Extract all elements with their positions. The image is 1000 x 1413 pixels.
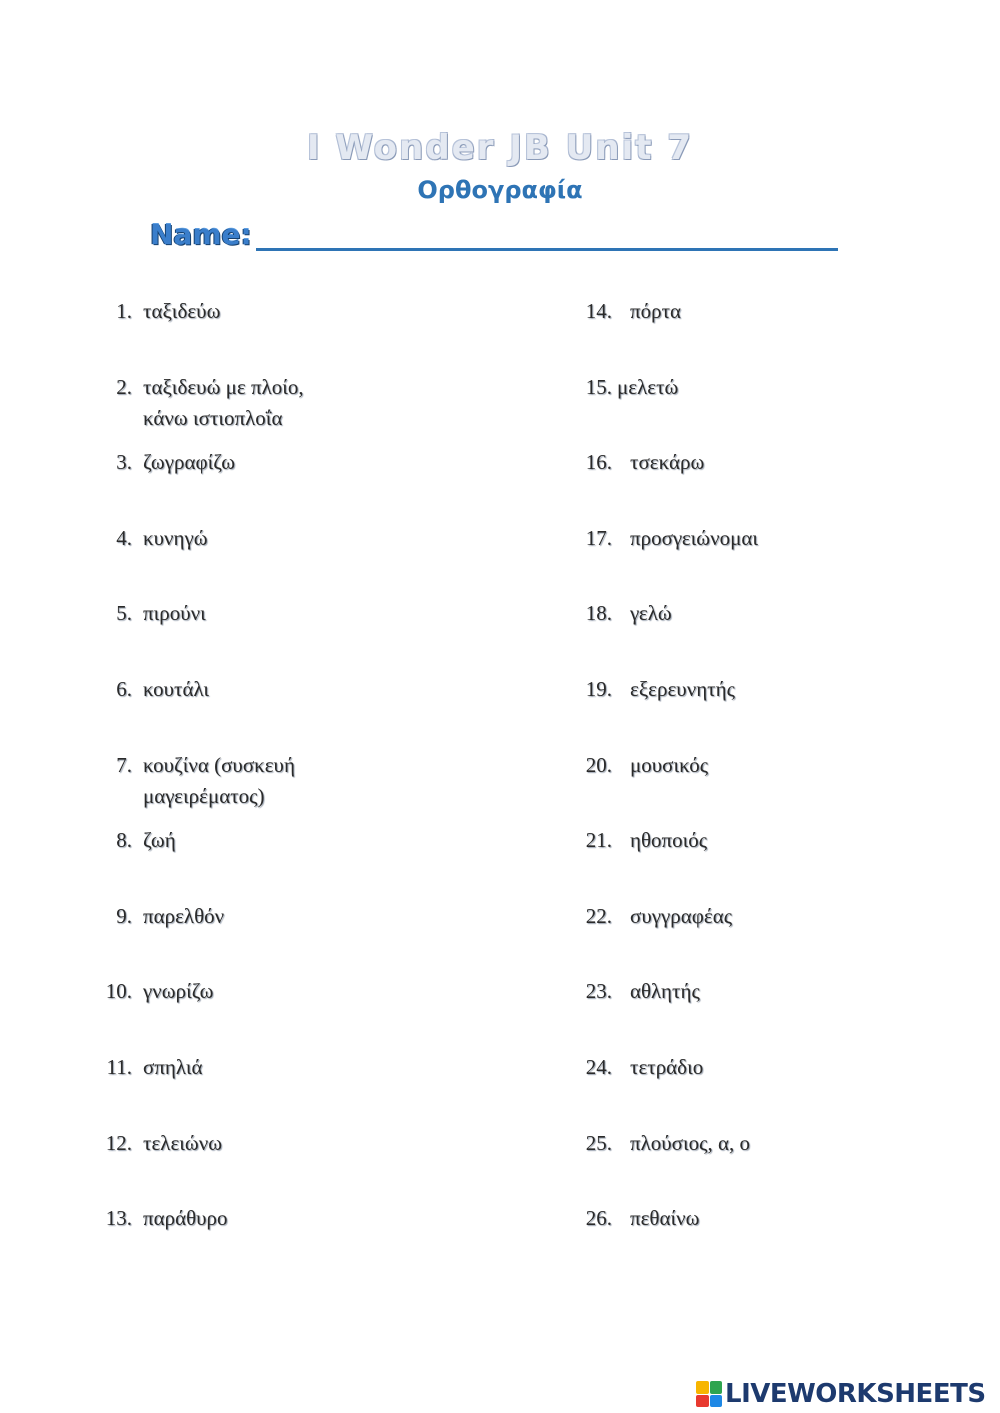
item-word: τετράδιο [630,1055,704,1079]
item-number: 5. [116,601,132,626]
item-word: ηθοποιός [630,828,708,853]
item-word: κουτάλι [143,677,210,701]
item-word: πλούσιος, α, ο [630,1130,750,1155]
item-number: 15. [585,374,612,399]
item-number: 25. [585,1130,612,1155]
item-word: ζωγραφίζω [143,450,236,475]
name-label: Name: [150,218,252,251]
item-word: μελετώ [617,374,679,399]
item-word: τελειώνω [143,1130,223,1155]
item-word: μουσικός [630,752,709,777]
item-number: 24. [585,1055,612,1079]
item-number: 11. [106,1055,132,1079]
item-word: πόρτα [630,299,682,323]
item-word: σπηλιά [143,1055,203,1079]
item-number: 10. [105,979,132,1004]
item-number: 26. [585,1206,612,1231]
item-number: 14. [585,299,612,323]
logo-square-4 [710,1395,723,1408]
item-word: ζωή [143,828,176,853]
item-word: γελώ [630,601,672,626]
item-word: αθλητής [630,979,700,1004]
item-word: παράθυρο [143,1206,228,1231]
item-number: 8. [116,828,132,853]
item-word: συγγραφέας [630,903,733,928]
item-number: 16. [585,450,612,475]
item-word: προσγειώνομαι [630,525,759,550]
item-word: τσεκάρω [630,450,705,475]
item-word: ταξιδεύω [143,299,221,323]
item-number: 9. [116,903,132,928]
item-number: 7. [116,752,132,777]
item-word: κυνηγώ [143,525,208,550]
item-number: 17. [585,525,612,550]
item-word: κουζίνα (συσκευή [143,752,295,777]
item-number: 18. [585,601,612,626]
footer-branding [696,1378,986,1410]
item-number: 13. [105,1206,132,1231]
item-number: 19. [585,677,612,701]
name-answer-line [256,248,838,251]
item-number: 1. [116,299,132,323]
logo-square-1 [696,1381,709,1394]
item-number: 20. [585,752,612,777]
item-word: κάνω ιστιοπλοΐα [143,405,283,430]
logo-square-2 [710,1381,723,1394]
logo-square-3 [696,1395,709,1408]
item-number: 21. [585,828,612,853]
item-number: 2. [116,374,132,399]
brand-name: LIVEWORKSHEETS [725,1379,986,1409]
item-word: εξερευνητής [630,677,735,701]
worksheet-title: I Wonder JB Unit 7 [307,128,693,168]
item-number: 22. [585,903,612,928]
item-word: παρελθόν [143,903,225,928]
item-number: 4. [116,525,132,550]
item-number: 6. [116,677,132,701]
item-number: 3. [116,450,132,475]
item-number: 12. [105,1130,132,1155]
worksheet-subtitle: Ορθογραφία [417,176,583,204]
item-word: πιρούνι [143,601,206,626]
item-word: μαγειρέματος) [143,783,265,808]
item-word: γνωρίζω [143,979,214,1004]
liveworksheets-logo-icon [696,1381,722,1407]
item-number: 23. [585,979,612,1004]
item-word: πεθαίνω [630,1206,700,1231]
item-word: ταξιδευώ με πλοίο, [143,374,304,399]
